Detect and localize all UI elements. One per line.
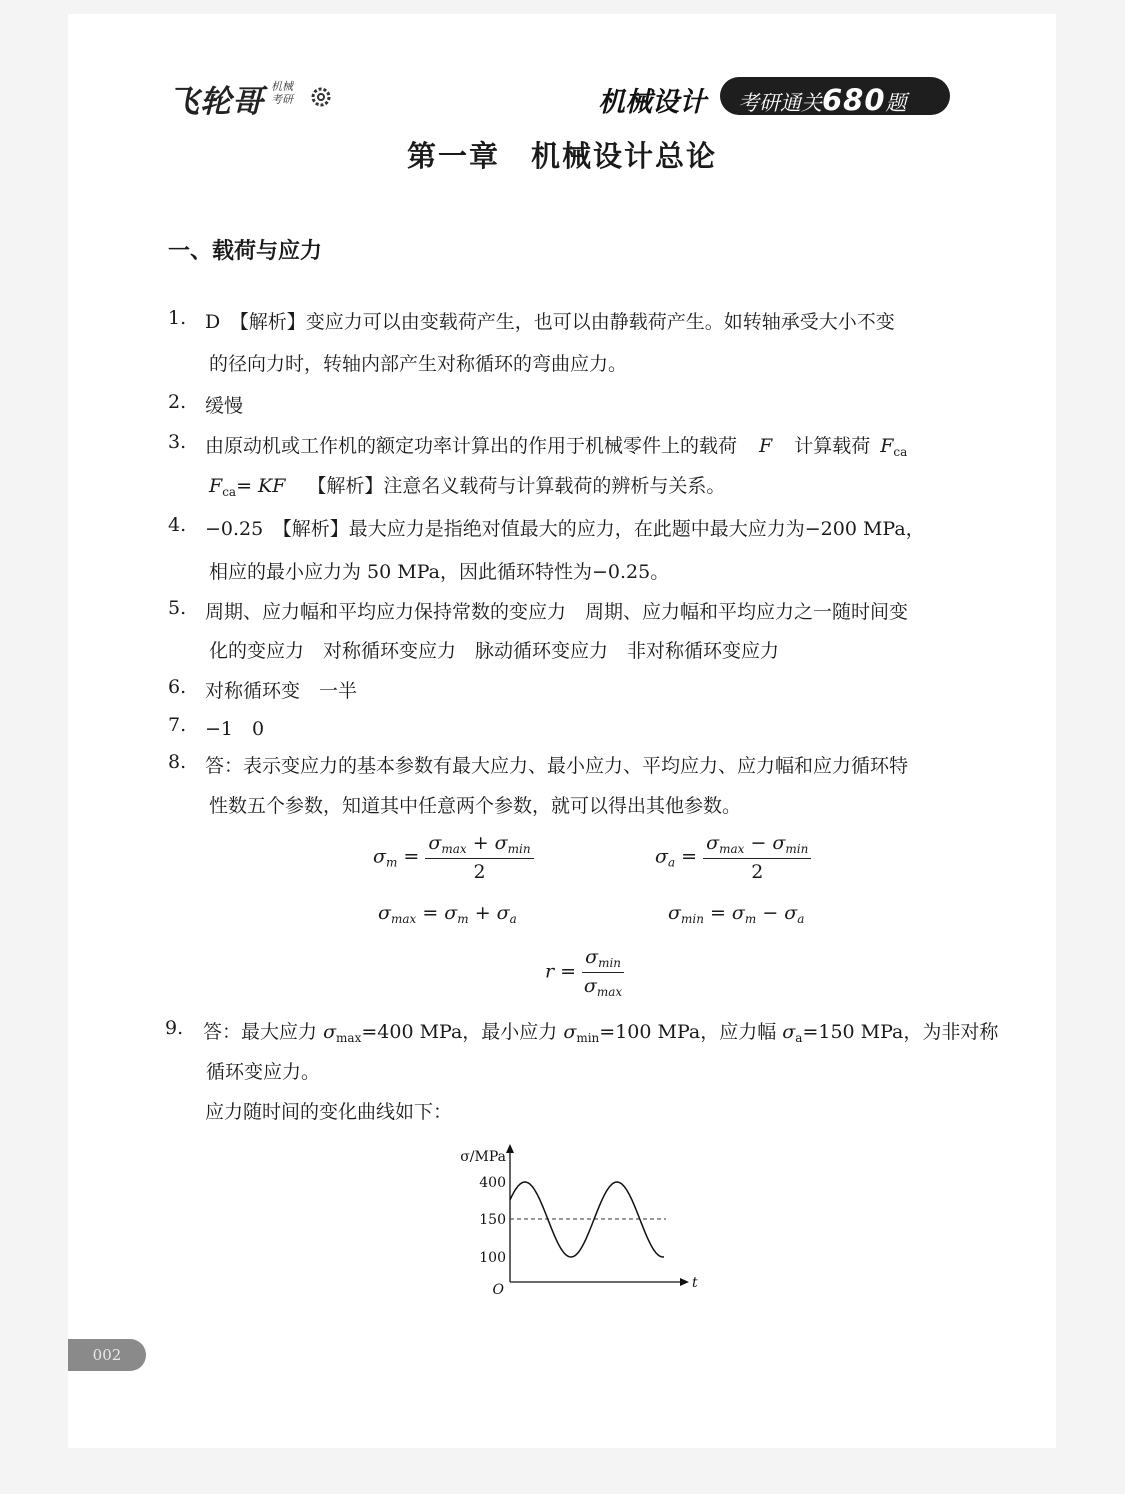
brand-sub-2: 考研 — [271, 93, 293, 106]
badge-number: 680 — [822, 83, 886, 117]
formula-stress-ratio: r = $\frac{\sigma_{min}}{\sigma_{max}}$ — [545, 946, 623, 999]
item-3-line-2: $F_{ca}=$ KF 【解析】注意名义载荷与计算载荷的辨析与关系。 — [209, 475, 726, 499]
item-9-text-d: =150 MPa，为非对称 — [802, 1021, 999, 1043]
page-number: 002 — [68, 1339, 146, 1371]
item-9-text-b: =400 MPa，最小应力 — [361, 1021, 558, 1043]
item-3-text-b: 计算载荷 — [794, 435, 871, 457]
item-9-text-c: =100 MPa，应力幅 — [599, 1021, 777, 1043]
formula-max-stress: $\sigma_{max} = \sigma_m + \sigma_a$ — [378, 902, 517, 926]
series-title: 机械设计 — [598, 87, 706, 118]
x-axis-arrow — [680, 1278, 689, 1286]
item-8-line-2: 性数五个参数，知道其中任意两个参数，就可以得出其他参数。 — [209, 795, 742, 817]
formula-mean-stress: $\sigma_m$ = $\frac{\sigma_{max} + \sigma_{min}}{2}$ — [373, 832, 534, 883]
load-symbol: F — [759, 435, 773, 457]
document-page — [68, 14, 1056, 1448]
item-number: 4. — [168, 514, 187, 536]
y-tick-label: 400 — [479, 1175, 506, 1191]
brand-sub-1: 机械 — [271, 80, 293, 93]
item-9-line-2: 循环变应力。 — [206, 1061, 321, 1083]
item-2-line-1: 缓慢 — [205, 395, 244, 417]
item-9-line-3: 应力随时间的变化曲线如下： — [205, 1101, 453, 1123]
y-axis-arrow — [506, 1144, 514, 1153]
item-3-line-1: 由原动机或工作机的额定功率计算出的作用于机械零件上的载荷 F 计算载荷 $F_{ca}$ — [205, 435, 908, 459]
item-4-line-1: −0.25 【解析】最大应力是指绝对值最大的应力，在此题中最大应力为−200 MPa， — [205, 518, 925, 540]
y-axis-label: σ/MPa — [460, 1149, 506, 1165]
chapter-title: 第一章 机械设计总论 — [406, 139, 717, 173]
item-9-line-1: 答：最大应力 $\sigma_{max}=400$ MPa，最小应力 $\sigma_{min}=100$ MPa，应力幅 $\sigma_a=150$ MPa，为非对称 — [203, 1021, 999, 1045]
series-badge — [720, 77, 950, 115]
y-tick-label: 100 — [479, 1250, 506, 1266]
item-1-line-2: 的径向力时，转轴内部产生对称循环的弯曲应力。 — [209, 353, 628, 375]
section-title: 一、载荷与应力 — [168, 239, 323, 264]
item-number: 9. — [165, 1017, 184, 1039]
item-3-text-a: 由原动机或工作机的额定功率计算出的作用于机械零件上的载荷 — [205, 435, 738, 457]
brand-subtitle — [271, 80, 293, 106]
item-number: 8. — [168, 751, 187, 773]
item-9-text-a: 答：最大应力 — [203, 1021, 318, 1043]
item-number: 6. — [168, 676, 187, 698]
item-5-line-1: 周期、应力幅和平均应力保持常数的变应力 周期、应力幅和平均应力之一随时间变 — [205, 601, 909, 623]
item-number: 7. — [168, 714, 187, 736]
badge-suffix: 题 — [885, 91, 907, 115]
y-tick-label: 150 — [479, 1212, 506, 1228]
formula-min-stress: $\sigma_{min} = \sigma_m - \sigma_a$ — [668, 902, 805, 926]
item-6-line-1: 对称循环变 一半 — [205, 680, 358, 702]
item-3-explain: 【解析】注意名义载荷与计算载荷的辨析与关系。 — [307, 475, 726, 497]
origin-label: O — [492, 1282, 504, 1298]
item-number: 3. — [168, 431, 187, 453]
gear-icon — [308, 84, 334, 110]
brand-logo: 飞轮哥 — [168, 84, 264, 120]
item-number: 5. — [168, 597, 187, 619]
item-1-line-1: D 【解析】变应力可以由变载荷产生，也可以由静载荷产生。如转轴承受大小不变 — [205, 311, 895, 333]
item-number: 2. — [168, 391, 187, 413]
item-number: 1. — [168, 307, 187, 329]
item-4-line-2: 相应的最小应力为 50 MPa，因此循环特性为−0.25。 — [209, 561, 670, 583]
item-5-line-2: 化的变应力 对称循环变应力 脉动循环变应力 非对称循环变应力 — [209, 640, 780, 662]
stress-time-chart — [448, 1139, 708, 1304]
item-8-line-1: 答：表示变应力的基本参数有最大应力、最小应力、平均应力、应力幅和应力循环特 — [205, 755, 909, 777]
badge-text: 考研通关 — [738, 91, 822, 115]
item-7-line-1: −1 0 — [205, 718, 265, 740]
x-axis-label: t — [692, 1275, 698, 1291]
formula-stress-amplitude: $\sigma_a$ = $\frac{\sigma_{max} - \sigma_{min}}{2}$ — [655, 832, 811, 883]
